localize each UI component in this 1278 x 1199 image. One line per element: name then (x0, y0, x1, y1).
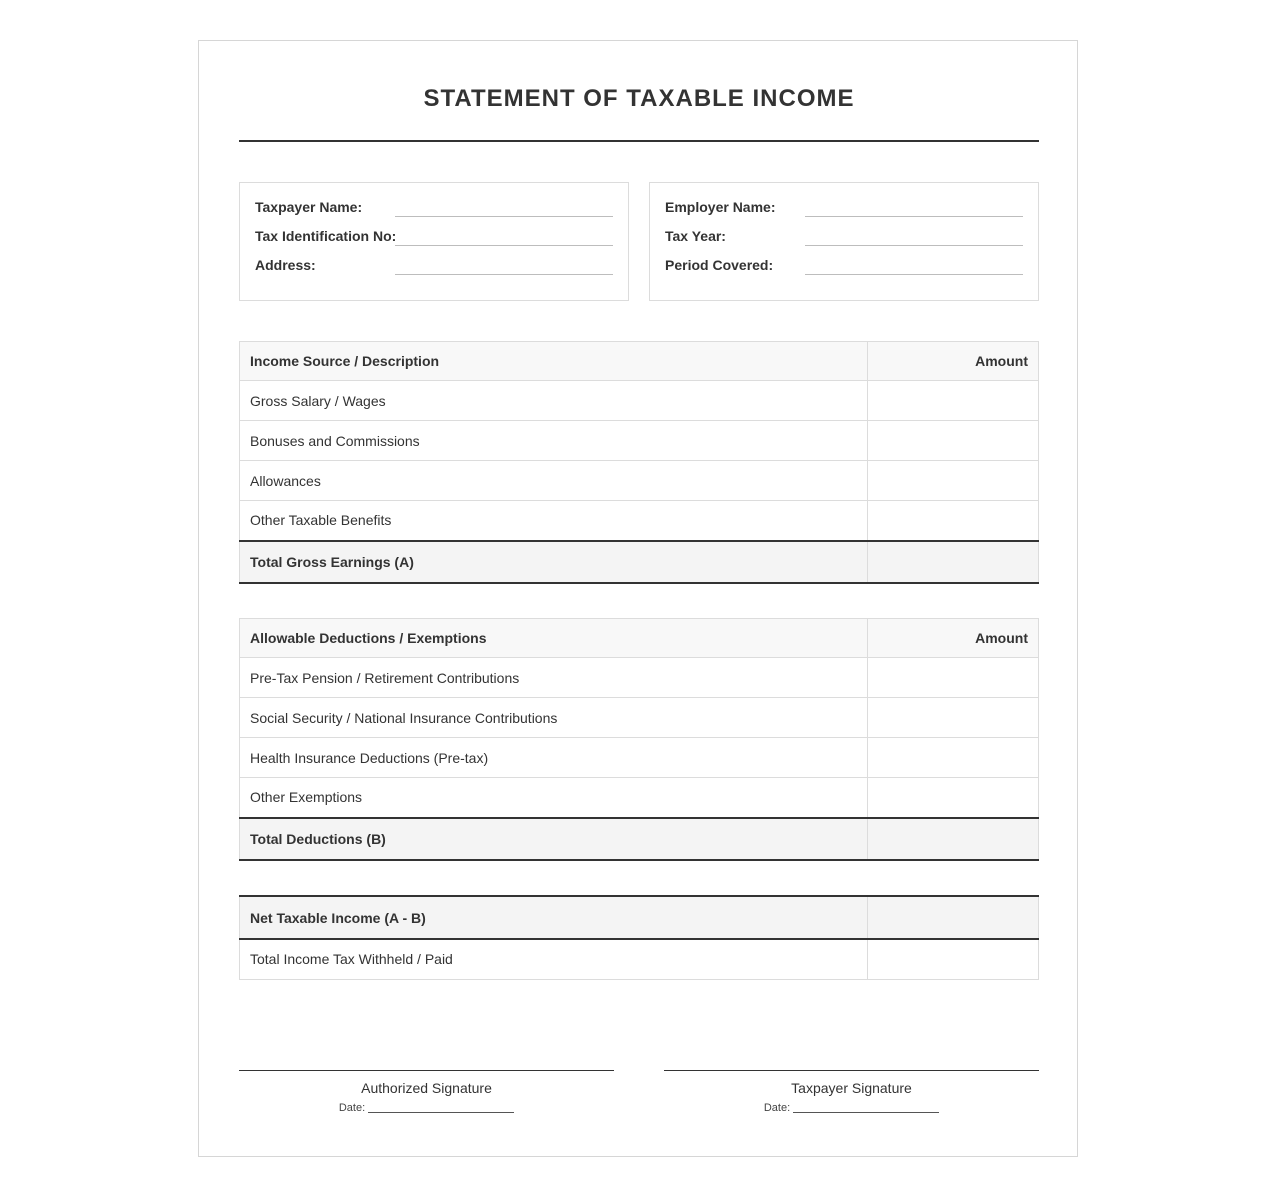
deductions-total-description: Total Deductions (B) (240, 818, 868, 860)
deductions-table-header (240, 619, 1039, 658)
tax-id-row (255, 212, 613, 244)
authorized-signature-block (239, 1070, 614, 1114)
income-total-description: Total Gross Earnings (A) (240, 541, 868, 583)
table-row (240, 461, 1039, 501)
employer-name-label: Employer Name: (665, 199, 776, 215)
deduction-row-description: Social Security / National Insurance Contributions (240, 698, 868, 738)
table-row (240, 698, 1039, 738)
taxpayer-signature-date (664, 1102, 1039, 1114)
deductions-table (239, 618, 1039, 861)
tax-id-label: Tax Identification No: (255, 228, 397, 244)
deduction-row-description: Health Insurance Deductions (Pre-tax) (240, 738, 868, 778)
taxpayer-name-row (255, 183, 613, 215)
income-row-amount[interactable] (868, 461, 1039, 501)
income-row-description: Gross Salary / Wages (240, 381, 868, 421)
authorized-signature-label: Authorized Signature (361, 1080, 492, 1096)
deductions-total-row (240, 818, 1039, 860)
table-row (240, 658, 1039, 698)
income-table-header (240, 342, 1039, 381)
address-row (255, 241, 613, 273)
title-divider (239, 140, 1039, 142)
address-label: Address: (255, 257, 316, 273)
income-row-amount[interactable] (868, 381, 1039, 421)
taxpayer-signature-label: Taxpayer Signature (791, 1080, 912, 1096)
statement-page (198, 40, 1078, 1157)
address-field[interactable] (395, 274, 613, 275)
income-total-amount[interactable] (868, 541, 1039, 583)
income-total-row (240, 541, 1039, 583)
authorized-signature-line[interactable] (239, 1070, 614, 1071)
table-row (240, 421, 1039, 461)
tax-year-label: Tax Year: (665, 228, 726, 244)
deduction-row-amount[interactable] (868, 698, 1039, 738)
taxpayer-name-label: Taxpayer Name: (255, 199, 363, 215)
employer-name-row (665, 183, 1023, 215)
deduction-row-description: Pre-Tax Pension / Retirement Contributions (240, 658, 868, 698)
summary-table (239, 895, 1039, 980)
deduction-row-amount[interactable] (868, 738, 1039, 778)
income-table (239, 341, 1039, 584)
authorized-signature-date (239, 1102, 614, 1114)
table-row (240, 738, 1039, 778)
date-field[interactable] (368, 1102, 514, 1113)
taxpayer-signature-block (664, 1070, 1039, 1114)
tax-paid-amount[interactable] (868, 939, 1039, 979)
net-taxable-income-label: Net Taxable Income (A - B) (240, 896, 868, 939)
date-field[interactable] (793, 1102, 939, 1113)
income-row-amount[interactable] (868, 501, 1039, 541)
tax-year-row (665, 212, 1023, 244)
period-covered-field[interactable] (805, 274, 1023, 275)
date-label: Date: (763, 1102, 791, 1114)
deduction-row-amount[interactable] (868, 658, 1039, 698)
deductions-header-amount: Amount (868, 619, 1039, 658)
deductions-header-description: Allowable Deductions / Exemptions (240, 619, 868, 658)
table-row (240, 778, 1039, 818)
tax-paid-label: Total Income Tax Withheld / Paid (240, 939, 868, 979)
period-covered-label: Period Covered: (665, 257, 774, 273)
income-header-amount: Amount (868, 342, 1039, 381)
income-row-description: Other Taxable Benefits (240, 501, 868, 541)
net-taxable-income-amount[interactable] (868, 896, 1039, 939)
income-row-amount[interactable] (868, 421, 1039, 461)
taxpayer-info-box (239, 182, 629, 301)
taxpayer-signature-line[interactable] (664, 1070, 1039, 1071)
period-covered-row (665, 241, 1023, 273)
deductions-total-amount[interactable] (868, 818, 1039, 860)
employer-info-box (649, 182, 1039, 301)
deduction-row-amount[interactable] (868, 778, 1039, 818)
document-title: STATEMENT OF TAXABLE INCOME (423, 85, 855, 112)
tax-paid-row (240, 939, 1039, 979)
date-label: Date: (338, 1102, 366, 1114)
income-row-description: Bonuses and Commissions (240, 421, 868, 461)
deduction-row-description: Other Exemptions (240, 778, 868, 818)
income-header-description: Income Source / Description (240, 342, 868, 381)
table-row (240, 381, 1039, 421)
income-row-description: Allowances (240, 461, 868, 501)
table-row (240, 501, 1039, 541)
net-taxable-income-row (240, 896, 1039, 939)
